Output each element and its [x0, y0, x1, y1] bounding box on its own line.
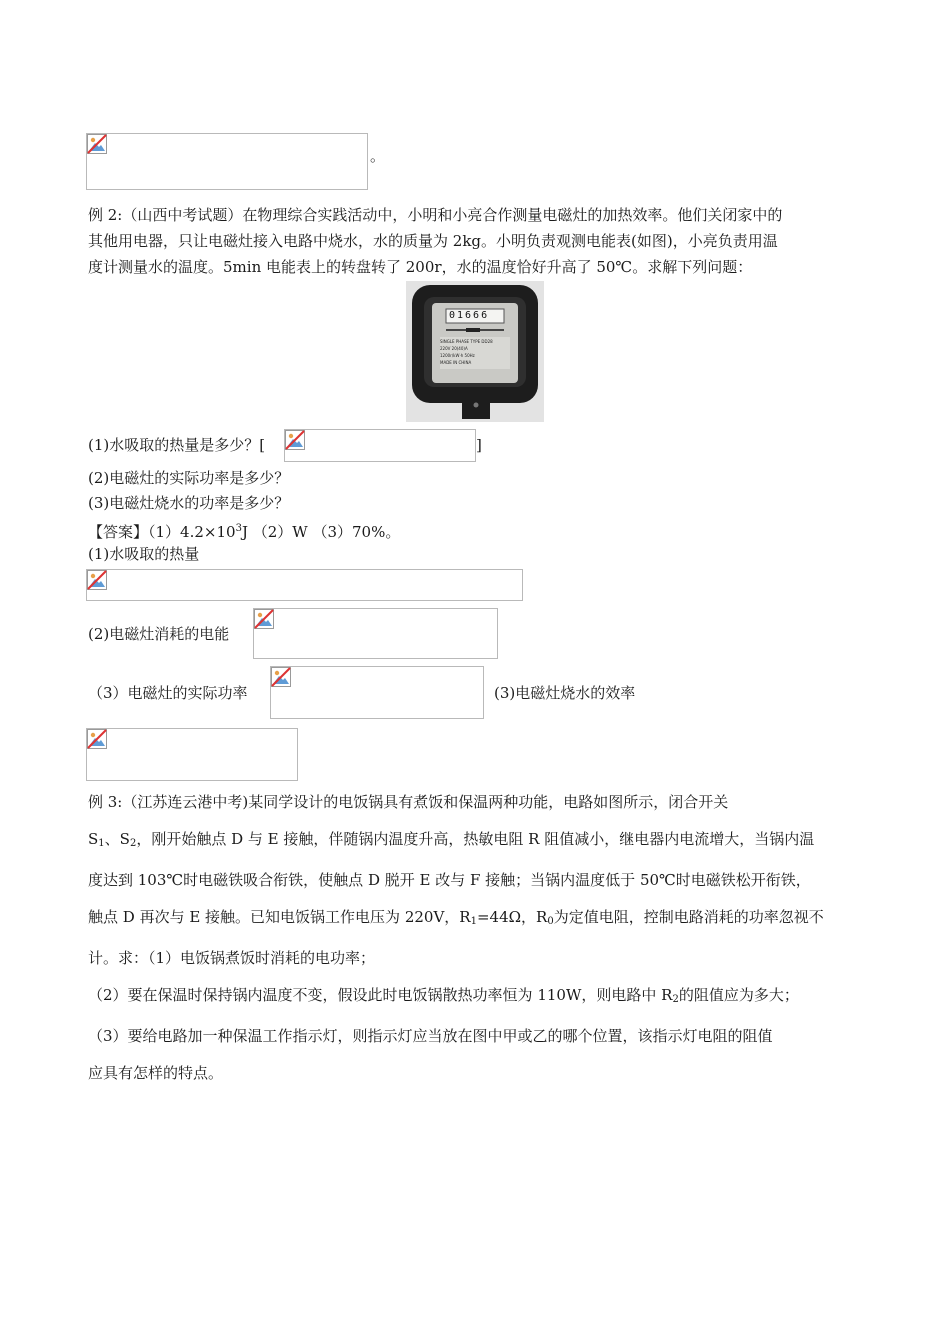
subscript: 1	[470, 916, 477, 927]
text-span: 触点 D 再次与 E 接触。已知电饭锅工作电压为 220V，R	[88, 908, 471, 926]
broken-image-icon	[254, 609, 274, 629]
example3-line: 应具有怎样的特点。	[88, 1064, 224, 1082]
solution-2-label: (2)电磁灶消耗的电能	[88, 625, 230, 643]
solution-1-label: (1)水吸取的热量	[88, 545, 200, 563]
subscript: 0	[547, 916, 554, 927]
example3-line: 计。求：（1）电饭锅煮饭时消耗的电功率；	[88, 949, 376, 967]
meter-digits: 01666	[449, 310, 490, 321]
text-span: 为定值电阻，控制电路消耗的功率忽视不	[553, 908, 824, 926]
example2-line: 其他用电器，只让电磁灶接入电路中烧水，水的质量为 2kg。小明负责观测电能表(如图)，小亮负责用温	[88, 232, 778, 250]
trailing-period: 。	[370, 147, 386, 165]
example2-line: 例 2:（山西中考试题）在物理综合实践活动中，小明和小亮合作测量电磁灶的加热效率。他们关闭家中的	[88, 206, 783, 224]
meter-label	[440, 338, 512, 366]
example3-paragraph	[88, 784, 868, 1092]
text-span: 的阻值应为多大；	[678, 986, 799, 1004]
example2-line: 度计测量水的温度。5min 电能表上的转盘转了 200r，水的温度恰好升高了 50℃。求解下列问题：	[88, 258, 753, 276]
solution-3-label: （3）电磁灶的实际功率	[88, 684, 248, 702]
subscript: 1	[98, 838, 105, 849]
question-1: (1)水吸取的热量是多少？[	[88, 436, 266, 454]
question-1-bracket: ]	[476, 436, 482, 454]
example3-line: 例 3:（江苏连云港中考)某同学设计的电饭锅具有煮饭和保温两种功能，电路如图所示，闭合开关	[88, 793, 729, 811]
formula-image-placeholder	[270, 666, 484, 719]
example3-line	[88, 977, 868, 1018]
meter-label-line: SINGLE PHASE TYPE DD28	[440, 339, 493, 344]
example3-line: 度达到 103℃时电磁铁吸合衔铁，使触点 D 脱开 E 改与 F 接触；当锅内温度低于 50℃时电磁铁松开衔铁，	[88, 871, 811, 889]
answer-prefix: 【答案】（1）4.2×10	[88, 523, 236, 541]
meter-label-line: 1200r/kW·h 50Hz	[440, 353, 475, 358]
text-span: =44Ω，R	[476, 908, 548, 926]
formula-image-placeholder	[86, 133, 368, 190]
broken-image-icon	[87, 570, 107, 590]
question-3: (3)电磁灶烧水的功率是多少？	[88, 494, 290, 512]
example3-line	[88, 821, 868, 862]
formula-image-placeholder	[253, 608, 498, 659]
formula-image-placeholder	[86, 728, 298, 781]
text-span: 、S	[104, 830, 130, 848]
text-span: S	[88, 830, 99, 848]
example2-paragraph	[88, 202, 868, 280]
answer-exponent: 3	[235, 523, 242, 534]
text-span: ，刚开始触点 D 与 E 接触，伴随锅内温度升高，热敏电阻 R 阻值减小，继电器内电流增大，当锅内温	[136, 830, 815, 848]
broken-image-icon	[271, 667, 291, 687]
formula-image-placeholder	[86, 569, 523, 601]
meter-label-line: MADE IN CHINA	[440, 360, 472, 365]
formula-image-placeholder	[284, 429, 476, 462]
subscript: 2	[672, 994, 679, 1005]
solution-4-label: (3)电磁灶烧水的效率	[494, 684, 636, 702]
meter-label-line: 220V 20(40)A	[440, 346, 468, 351]
question-2: (2)电磁灶的实际功率是多少？	[88, 469, 290, 487]
answer-rest: J （2）W （3）70%。	[241, 523, 401, 541]
text-span: （2）要在保温时保持锅内温度不变，假设此时电饭锅散热功率恒为 110W，则电路中 R	[88, 986, 673, 1004]
broken-image-icon	[87, 729, 107, 749]
electric-meter-photo	[406, 281, 544, 422]
broken-image-icon	[87, 134, 107, 154]
subscript: 2	[129, 838, 137, 849]
broken-image-icon	[285, 430, 305, 450]
example3-line: （3）要给电路加一种保温工作指示灯，则指示灯应当放在图中甲或乙的哪个位置，该指示灯电阻的阻值	[88, 1027, 773, 1045]
example3-line	[88, 899, 868, 940]
